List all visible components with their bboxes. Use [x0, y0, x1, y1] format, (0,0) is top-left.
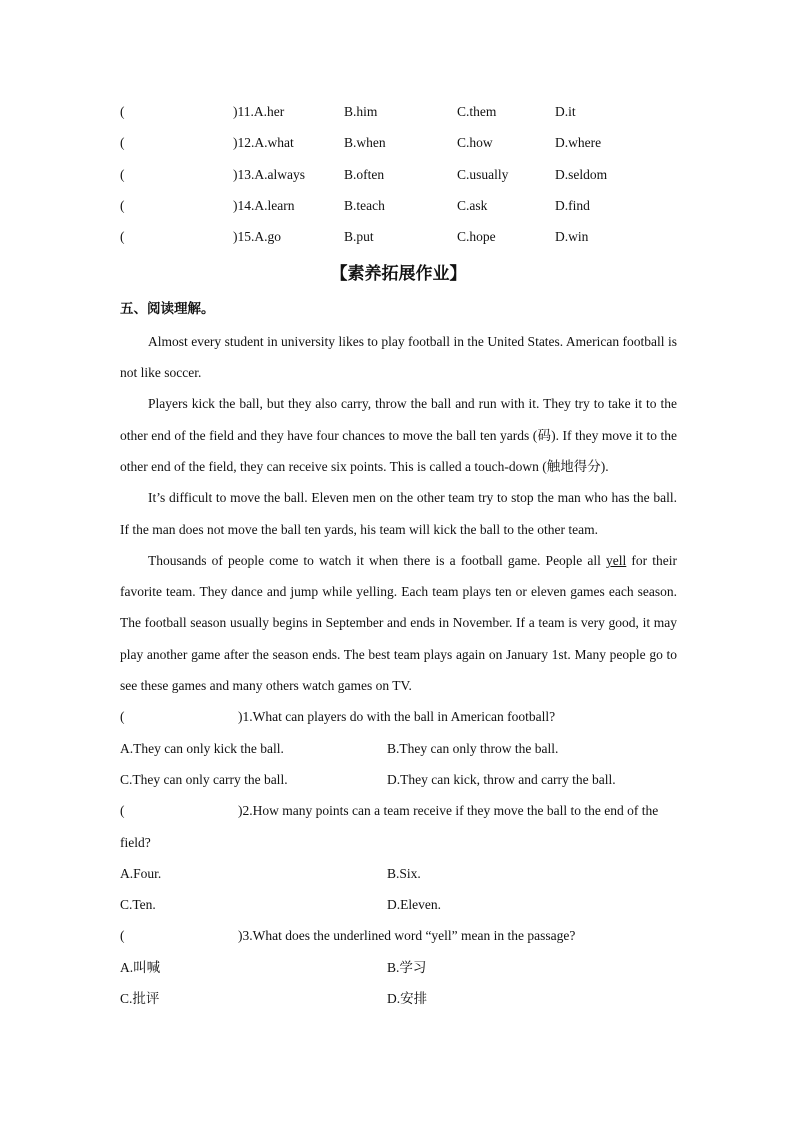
option-b: B.They can only throw the ball. [387, 740, 559, 756]
option-d: D.it [555, 104, 576, 119]
answer-paren: ( [120, 166, 125, 182]
option-a: A.叫喊 [120, 959, 161, 975]
answer-paren: ( [120, 803, 125, 819]
passage-paragraph-4 [120, 545, 677, 701]
mcq-row-14 [120, 190, 677, 221]
question-text: )3.What does the underlined word “yell” mean in the passage? [238, 928, 576, 944]
options-row [120, 733, 677, 764]
question-text-continued: field? [120, 834, 151, 850]
section-title: 【素养拓展作业】 [330, 264, 467, 285]
option-b: B.put [344, 229, 374, 245]
worksheet-page [120, 96, 677, 1014]
option-a: )13.A.always [233, 166, 305, 182]
option-b: B.学习 [387, 959, 427, 975]
answer-paren: ( [120, 229, 125, 245]
option-a: )11.A.her [233, 104, 285, 119]
question-3 [120, 920, 677, 951]
answer-paren: ( [120, 709, 125, 725]
passage-text: Thousands of people come to watch it when there is a football game. People all [148, 552, 607, 568]
option-b: B.when [344, 135, 386, 151]
option-a: A.Four. [120, 865, 162, 881]
passage-text: for their favorite team. They dance and jump while yelling. Each team plays ten or eleven games each season. The football season usually begins in September and ends in November. If a team is very good, it may play another game after the season ends. The best team plays again on January 1st. Many people go to see these games and many others watch games on TV. [120, 552, 677, 694]
question-text: )2.How many points can a team receive if they move the ball to the end of the [238, 803, 659, 819]
options-row [120, 764, 677, 795]
option-c: C.ask [457, 197, 488, 213]
option-c: C.批评 [120, 991, 160, 1007]
options-row [120, 983, 677, 1014]
option-c: C.them [457, 104, 497, 119]
question-1 [120, 701, 677, 732]
answer-paren: ( [120, 928, 125, 944]
option-c: C.how [457, 135, 493, 151]
option-c: C.They can only carry the ball. [120, 771, 288, 787]
option-d: D.win [555, 229, 589, 245]
options-row [120, 858, 677, 889]
option-b: B.Six. [387, 865, 421, 881]
option-d: D.seldom [555, 166, 608, 182]
answer-paren: ( [120, 197, 125, 213]
mcq-row-15 [120, 221, 677, 252]
option-b: B.teach [344, 197, 385, 213]
option-c: C.Ten. [120, 897, 156, 913]
option-d: D.Eleven. [387, 897, 441, 913]
passage-paragraph-2: Players kick the ball, but they also carry, throw the ball and run with it. They try to take it to the other end of the field and they have four chances to move the ball ten yards (码). If they move it to the other end of the field, they can receive six points. This is called a touch-down (触地得分). [120, 396, 677, 474]
option-a: )14.A.learn [233, 197, 295, 213]
option-d: D.They can kick, throw and carry the ball. [387, 771, 616, 787]
option-a: A.They can only kick the ball. [120, 740, 284, 756]
option-b: B.often [344, 166, 385, 182]
question-2 [120, 795, 677, 826]
mcq-row-12 [120, 127, 677, 158]
mcq-row-13 [120, 159, 677, 190]
part-title: 五、阅读理解。 [120, 301, 215, 318]
option-d: D.find [555, 197, 590, 213]
underlined-word: yell [606, 552, 627, 568]
option-c: C.hope [457, 229, 496, 245]
question-text: )1.What can players do with the ball in American football? [238, 709, 556, 725]
option-c: C.usually [457, 166, 509, 182]
answer-paren: ( [120, 104, 125, 119]
passage-paragraph-1: Almost every student in university likes to play football in the United States. American football is not like soccer. [120, 333, 677, 381]
passage-paragraph-3: It’s difficult to move the ball. Eleven men on the other team try to stop the man who has the ball. If the man does not move the ball ten yards, his team will kick the ball to the other team. [120, 490, 677, 537]
option-b: B.him [344, 104, 378, 119]
option-d: D.安排 [387, 991, 428, 1007]
option-a: )15.A.go [233, 229, 281, 245]
option-a: )12.A.what [233, 135, 294, 151]
option-d: D.where [555, 135, 602, 151]
options-row [120, 952, 677, 983]
options-row [120, 889, 677, 920]
answer-paren: ( [120, 135, 125, 151]
mcq-row-11 [120, 96, 677, 127]
